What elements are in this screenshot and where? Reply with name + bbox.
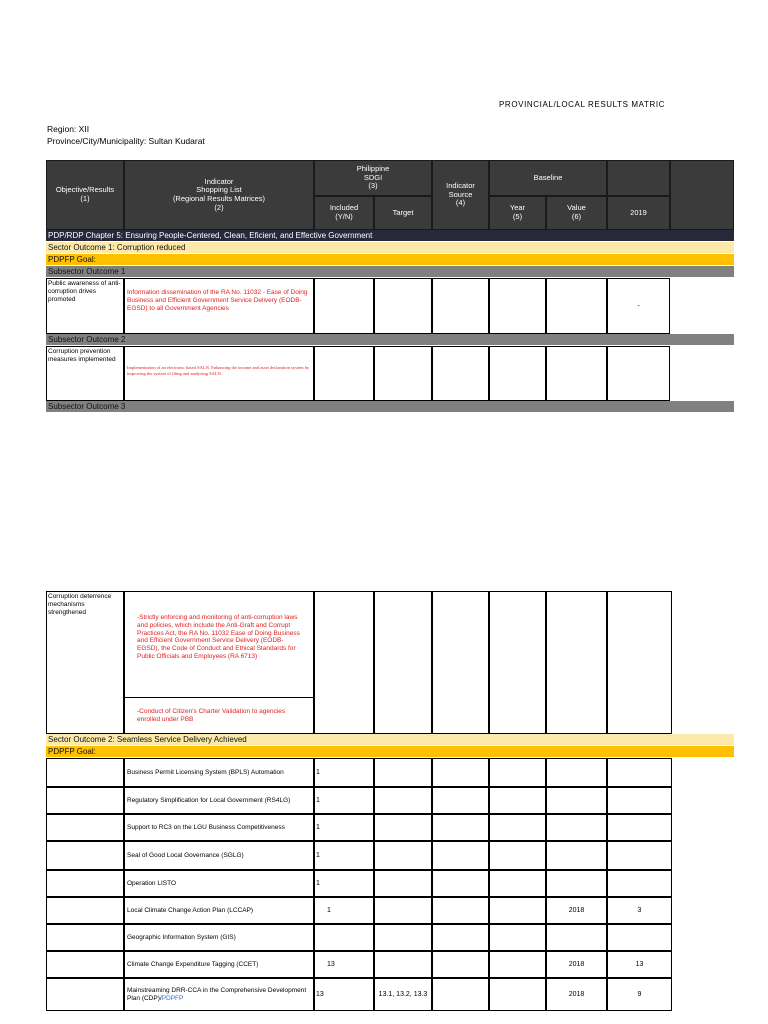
year-cell xyxy=(546,787,607,814)
value-cell xyxy=(489,841,546,870)
value-cell xyxy=(489,870,546,897)
indicator-cell xyxy=(124,814,314,841)
year-cell xyxy=(546,951,607,978)
included-value: 1 xyxy=(316,880,320,887)
source-cell xyxy=(432,951,489,978)
target-cell xyxy=(374,346,432,401)
deterrence-row xyxy=(46,591,672,734)
value-cell xyxy=(489,787,546,814)
source-cell xyxy=(432,346,489,401)
y2019-cell xyxy=(607,346,670,401)
table-row xyxy=(46,951,672,978)
year-value: 2018 xyxy=(568,991,585,998)
year-cell xyxy=(546,870,607,897)
included-cell xyxy=(314,591,374,734)
indicator-cell: -Conduct of Citizen's Charter Validation to agencies enrolled under PBB xyxy=(124,697,314,734)
indicator-cell xyxy=(124,787,314,814)
pdpfp-link[interactable]: PDPFP xyxy=(161,994,184,1002)
header-indicator: Indicator Shopping List (Regional Results Matrices) (2) xyxy=(124,160,314,230)
y2019-cell xyxy=(607,758,672,787)
objective-cell: Corruption deterrence mechanisms strengthened xyxy=(46,591,124,734)
included-value: 1 xyxy=(316,824,320,831)
y2019-cell xyxy=(607,951,672,978)
header-year: Year (5) xyxy=(489,196,546,230)
source-cell xyxy=(432,758,489,787)
indicator-cell: Information dissemination of the RA No. 11032 - Ease of Doing Business and Efficient Government Service Delivery (EODB-EGSD) to all Government Agencies xyxy=(124,278,314,334)
year-cell xyxy=(489,346,546,401)
target-cell xyxy=(374,951,432,978)
service-delivery-table xyxy=(46,758,672,1012)
year-cell xyxy=(546,758,607,787)
value-cell xyxy=(489,897,546,924)
table-row xyxy=(46,924,672,951)
indicator-cell xyxy=(124,841,314,870)
subsector-outcome-1: Subsector Outcome 1 xyxy=(46,266,734,277)
sector-outcome-1: Sector Outcome 1: Corruption reduced xyxy=(46,242,734,253)
subsector-outcome-2: Subsector Outcome 2 xyxy=(46,334,734,345)
year-cell xyxy=(546,841,607,870)
objective-cell xyxy=(46,924,124,951)
indicator-cell xyxy=(124,951,314,978)
included-cell xyxy=(314,814,374,841)
document-title: PROVINCIAL/LOCAL RESULTS MATRIC xyxy=(499,100,666,109)
table-row xyxy=(46,814,672,841)
source-cell xyxy=(432,870,489,897)
objective-cell xyxy=(46,814,124,841)
header-target: Target xyxy=(374,196,432,230)
target-cell xyxy=(374,924,432,951)
objective-cell: Public awareness of anti-corruption drives promoted xyxy=(46,278,124,334)
source-cell xyxy=(432,278,489,334)
included-cell xyxy=(314,758,374,787)
y2019-cell xyxy=(607,814,672,841)
indicator-cell xyxy=(124,924,314,951)
included-value: 13 xyxy=(316,991,324,998)
value-cell xyxy=(489,978,546,1011)
included-cell xyxy=(314,346,374,401)
source-cell xyxy=(432,897,489,924)
target-cell xyxy=(374,278,432,334)
value-cell xyxy=(546,278,607,334)
included-cell xyxy=(314,278,374,334)
y2019-value: 13 xyxy=(635,961,644,968)
objective-cell xyxy=(46,758,124,787)
indicator-cell xyxy=(124,897,314,924)
indicator-label: Operation LISTO xyxy=(127,879,177,887)
header-extra xyxy=(670,160,734,230)
subsector-outcome-3: Subsector Outcome 3 xyxy=(46,401,734,412)
included-cell xyxy=(314,787,374,814)
indicator-label: Climate Change Expenditure Tagging (CCET) xyxy=(127,960,259,968)
indicator-label: Mainstreaming DRR-CCA in the Comprehensive Development Plan (CDP)/PDPFP xyxy=(127,986,307,1002)
indicator-label: Seal of Good Local Governance (SGLG) xyxy=(127,851,244,859)
pdpfp-goal-2: PDPFP Goal: xyxy=(46,746,734,757)
indicator-label: Business Permit Licensing System (BPLS) Automation xyxy=(127,768,284,776)
indicator-label: Local Climate Change Action Plan (LCCAP) xyxy=(127,906,254,914)
target-cell xyxy=(374,841,432,870)
table-row xyxy=(46,278,734,334)
header-sdgi: Philippine SDGI (3) xyxy=(314,160,432,196)
table-row xyxy=(46,870,672,897)
included-value: 1 xyxy=(327,907,331,914)
objective-cell xyxy=(46,841,124,870)
included-value: 1 xyxy=(316,852,320,859)
y2019-cell: - xyxy=(607,278,670,334)
included-cell xyxy=(314,897,374,924)
included-value: 13 xyxy=(327,961,335,968)
objective-cell: Corruption prevention measures implemented xyxy=(46,346,124,401)
year-cell xyxy=(489,591,546,734)
indicator-label: Support to RC3 on the LGU Business Competitiveness xyxy=(127,823,285,831)
indicator-cell: Implementation of an electronic based SALN. Enhancing the income and asset declaration system by improving the system of filing and analyzing SALN. xyxy=(124,346,314,401)
year-value: 2018 xyxy=(568,961,585,968)
value-cell xyxy=(546,346,607,401)
target-cell xyxy=(374,814,432,841)
objective-cell xyxy=(46,951,124,978)
pdpfp-goal-1: PDPFP Goal: xyxy=(46,254,734,265)
header-baseline: Baseline xyxy=(489,160,607,196)
y2019-cell xyxy=(607,591,672,734)
header-value: Value (6) xyxy=(546,196,607,230)
value-cell xyxy=(489,951,546,978)
y2019-cell xyxy=(607,924,672,951)
included-cell xyxy=(314,978,374,1011)
indicator-label: Geographic Information System (GIS) xyxy=(127,933,236,941)
y2019-cell xyxy=(607,897,672,924)
y2019-value: 9 xyxy=(637,991,642,998)
target-cell xyxy=(374,978,432,1011)
year-cell xyxy=(546,897,607,924)
header-included: Included (Y/N) xyxy=(314,196,374,230)
year-cell xyxy=(546,814,607,841)
included-value: 1 xyxy=(316,769,320,776)
header-objective: Objective/Results (1) xyxy=(46,160,124,230)
value-cell xyxy=(489,924,546,951)
year-cell xyxy=(546,924,607,951)
source-cell xyxy=(432,924,489,951)
y2019-value: 3 xyxy=(637,907,642,914)
included-value: 1 xyxy=(316,797,320,804)
source-cell xyxy=(432,814,489,841)
y2019-cell xyxy=(607,787,672,814)
y2019-cell xyxy=(607,978,672,1011)
header-2019: 2019 xyxy=(607,196,670,230)
objective-cell xyxy=(46,787,124,814)
province-label: Province/City/Municipality: Sultan Kudarat xyxy=(47,136,205,146)
included-cell xyxy=(314,951,374,978)
sector-outcome-2: Sector Outcome 2: Seamless Service Delivery Achieved xyxy=(46,734,734,745)
table-row xyxy=(46,787,672,814)
objective-cell xyxy=(46,978,124,1011)
year-value: 2018 xyxy=(568,907,585,914)
target-cell xyxy=(374,870,432,897)
indicator-cell: -Strictly enforcing and monitoring of anti-corruption laws and policies, which include the Anti-Graft and Corrupt Practices Act, the RA No. 11032 Ease of Doing Business and Efficient Government Service Delivery (EODB-EGSD), the Code of Conduct and Ethical Standards for Public Officials and Employees (RA 6713) xyxy=(124,591,314,698)
header-blank xyxy=(607,160,670,196)
indicator-cell xyxy=(124,758,314,787)
header-source: Indicator Source (4) xyxy=(432,160,489,230)
source-cell xyxy=(432,591,489,734)
indicator-cell xyxy=(124,870,314,897)
y2019-cell xyxy=(607,841,672,870)
source-cell xyxy=(432,978,489,1011)
value-cell xyxy=(489,814,546,841)
table-row xyxy=(46,841,672,870)
year-cell xyxy=(546,978,607,1011)
indicator-label: Regulatory Simplification for Local Government (RS4LG) xyxy=(127,796,291,804)
source-cell xyxy=(432,841,489,870)
included-cell xyxy=(314,924,374,951)
target-cell xyxy=(374,897,432,924)
target-value: 13.1, 13.2, 13.3 xyxy=(378,991,428,998)
included-cell xyxy=(314,841,374,870)
value-cell xyxy=(489,758,546,787)
source-cell xyxy=(432,787,489,814)
region-label: Region: XII xyxy=(47,124,90,134)
year-cell xyxy=(489,278,546,334)
table-row xyxy=(46,346,734,401)
table-row xyxy=(46,758,672,787)
target-cell xyxy=(374,787,432,814)
table-header xyxy=(46,160,734,230)
indicator-cell xyxy=(124,978,314,1011)
objective-cell xyxy=(46,897,124,924)
table-row xyxy=(46,897,672,924)
value-cell xyxy=(546,591,607,734)
included-cell xyxy=(314,870,374,897)
target-cell xyxy=(374,591,432,734)
objective-cell xyxy=(46,870,124,897)
table-row xyxy=(46,978,672,1011)
chapter-band: PDP/RDP Chapter 5: Ensuring People-Centered, Clean, Eficient, and Effective Government xyxy=(46,230,734,241)
target-cell xyxy=(374,758,432,787)
y2019-cell xyxy=(607,870,672,897)
